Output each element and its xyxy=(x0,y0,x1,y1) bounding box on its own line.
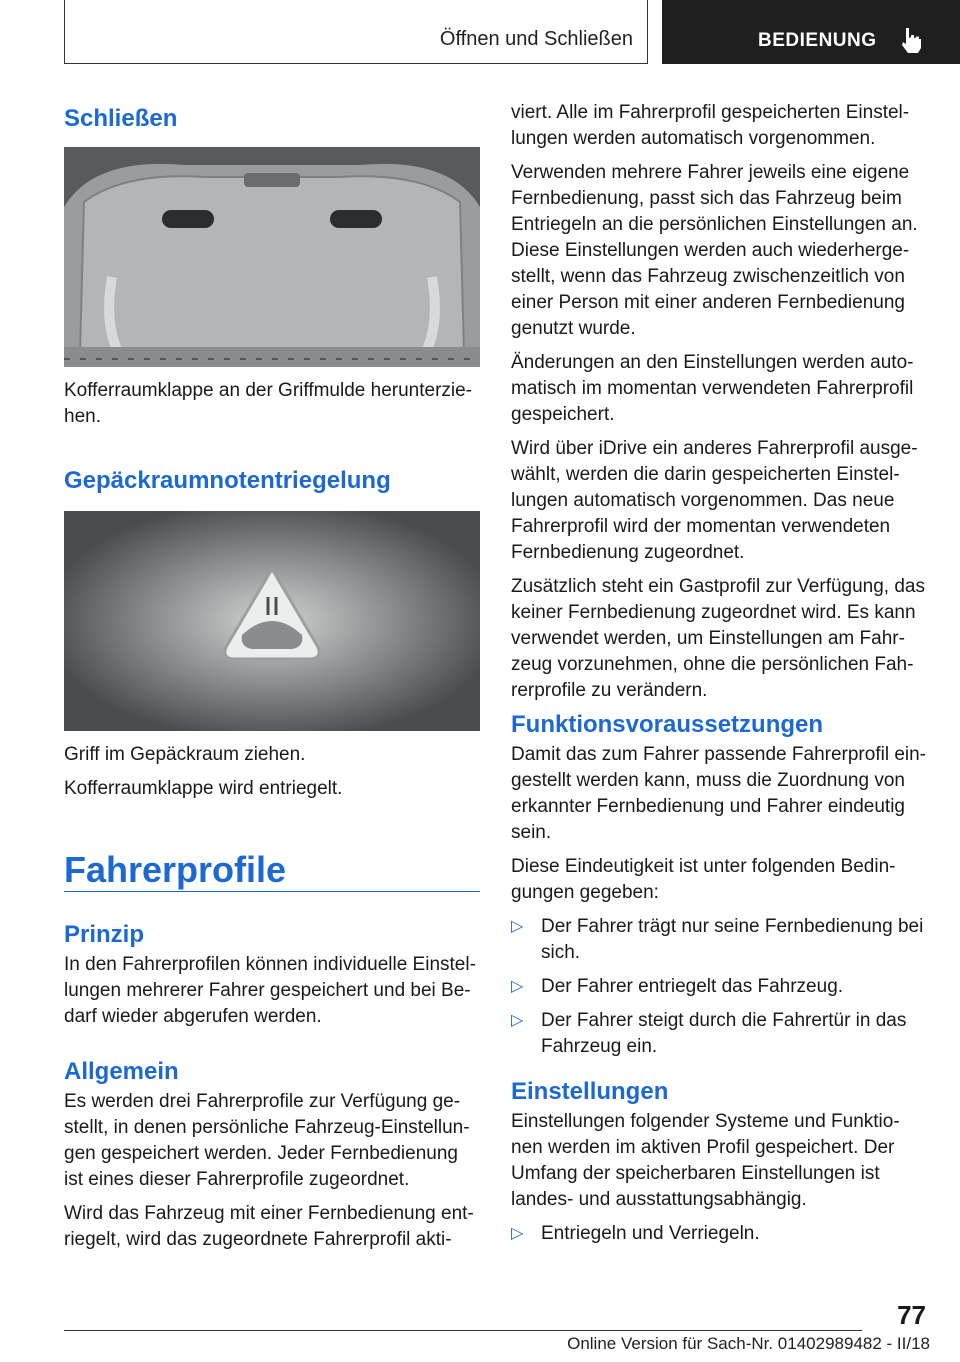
bullet-triangle-icon: ▷ xyxy=(511,978,524,995)
funktions-section: Funktionsvoraussetzungen Damit das zum Fahrer passende Fahrerprofil ein-gestellt werden kann, muss die Zuordnung von erkannter Fernbedienung und Fahrer eindeutig sein. Diese Eindeutigkeit ist unter folgenden Bedin-gungen gegeben: ▷ Der Fahrer trägt nur seine Fernbedienung bei sich. ▷ Der Fahrer entriegelt das Fahrzeug. ▷ Der Fahrer steigt durch die Fahrertür in das Fahrzeug ein. xyxy=(511,710,929,1060)
emergency-release-photo xyxy=(64,511,480,731)
fahrerprofile-heading: Fahrerprofile xyxy=(64,849,287,890)
bullet-item: ▷ Entriegeln und Verriegeln. xyxy=(511,1221,929,1247)
page-number: 77 xyxy=(897,1300,926,1330)
bullet-triangle-icon: ▷ xyxy=(511,1225,524,1242)
schliessen-heading: Schließen xyxy=(64,105,178,132)
header-section-box xyxy=(64,0,648,64)
bullet-triangle-icon: ▷ xyxy=(511,1012,524,1029)
notentriegelung-text: Griff im Gepäckraum ziehen. Kofferraumklappe wird entriegelt. xyxy=(64,744,343,799)
prinzip-section: Prinzip In den Fahrerprofilen können individuelle Einstel-lungen mehrerer Fahrer gespeichert und bei Be-darf wieder abgerufen werden. xyxy=(64,921,476,1027)
bullet-item: ▷ Der Fahrer steigt durch die Fahrertür in das Fahrzeug ein. xyxy=(511,1010,907,1057)
hand-pointer-icon xyxy=(898,26,924,54)
bullet-item: ▷ Der Fahrer entriegelt das Fahrzeug. xyxy=(511,974,929,1000)
chapter-tab[interactable] xyxy=(662,0,960,64)
einstellungen-section: Einstellungen Einstellungen folgender Systeme und Funktio-nen werden im aktiven Profil gespeichert. Der Umfang der speicherbaren Einstellungen ist landes- und ausstattungsabhängig. ▷ Entriegeln und Verriegeln. xyxy=(511,1077,929,1247)
schliessen-text: Kofferraumklappe an der Griffmulde herunterzie-hen. xyxy=(64,380,473,427)
bullet-triangle-icon: ▷ xyxy=(511,918,524,935)
chapter-label: BEDIENUNG xyxy=(758,30,877,51)
notentriegelung-heading: Gepäckraumnotentriegelung xyxy=(64,467,391,494)
allgemein-section: Allgemein Es werden drei Fahrerprofile zur Verfügung ge-stellt, in denen persönliche Fahrzeug-Einstellun-gen gespeichert werden. Jeder Fernbedienung ist eines dieser Fahrerprofile zugeordnet. Wird das Fahrzeug mit einer Fernbedienung ent-riegelt, wird das zugeordnete Fahrerprofil akti- xyxy=(64,1058,474,1250)
section-title: Öffnen und Schließen xyxy=(439,28,633,50)
right-column-text: viert. Alle im Fahrerprofil gespeicherten Einstel-lungen werden automatisch vorgenommen. Verwenden mehrere Fahrer jeweils eine eigene Fernbedienung, passt sich das Fahrzeug beim Entriegeln an die persönlichen Einstellungen an. Diese Einstellungen werden auch wiederherge-stellt, wenn das Fahrzeug zwischenzeitlich von einer Person mit einer anderen Fernbedienung genutzt wurde. Änderungen an den Einstellungen werden auto-matisch im momentan verwendeten Fahrerprofil gespeichert. Wird über iDrive ein anderes Fahrerprofil ausge-wählt, werden die darin gespeicherten Einstel-lungen automatisch vorgenommen. Das neue Fahrerprofil wird der momentan verwendeten Fernbedienung zugeordnet. Zusätzlich steht ein Gastprofil zur Verfügung, das keiner Fernbedienung zugeordnet wird. Es kann verwendet werden, um Einstellungen am Fahr-zeug vorzunehmen, ohne die persönlichen Fah-rerprofile zu verändern. xyxy=(511,102,925,701)
bullet-item: ▷ Der Fahrer trägt nur seine Fernbedienung bei sich. xyxy=(511,916,924,963)
heading-rule xyxy=(64,891,480,892)
trunk-lid-photo xyxy=(64,147,480,367)
footer-rule xyxy=(64,1330,862,1331)
online-version-note: Online Version für Sach-Nr. 01402989482 - II/18 xyxy=(567,1334,930,1353)
